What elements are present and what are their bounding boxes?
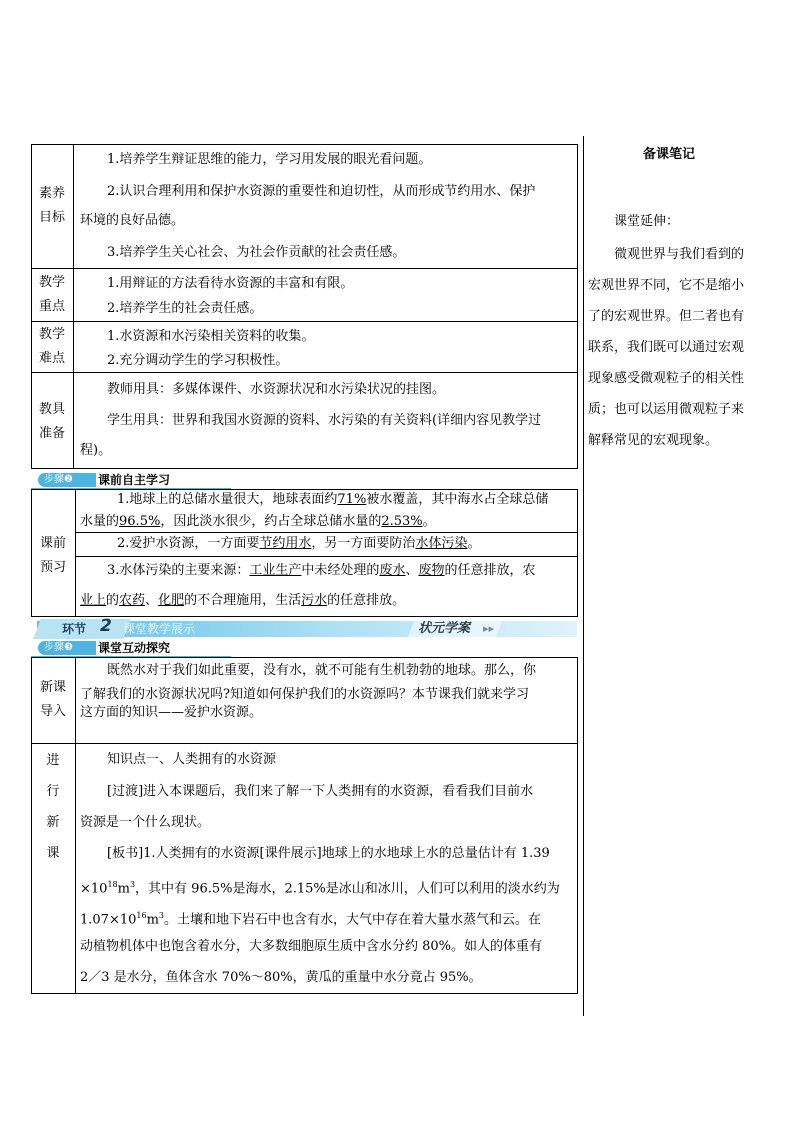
intro-line-3: 这方面的知识——爱护水资源。 xyxy=(80,705,263,720)
sidebar-extension-label: 课堂延伸： xyxy=(614,214,680,229)
lesson-p2-line-5: 2／3 是水分，鱼体含水 70%～80%，黄瓜的重量中水分竟占 95%。 xyxy=(80,970,482,985)
intro-label: 新课 导入 xyxy=(39,680,66,719)
intro-line-2: 了解我们的水资源状况吗?知道如何保护我们的水资源吗？本节课我们就来学习 xyxy=(80,687,529,702)
sidebar-note-line-7: 解释常见的宏观现象。 xyxy=(588,433,719,448)
sidebar-note-line-3: 了的宏观世界。但二者也有 xyxy=(588,309,745,324)
difficulties-label: 教学 难点 xyxy=(38,327,65,366)
step-2-badge: 步骤❷ xyxy=(38,473,96,487)
lesson-p2-line-2: $\times 10^{18}m^3$，其中有 96.5%是海水，2.15%是冰山和冰川，人们可以利用的淡水约为 xyxy=(80,880,560,897)
tools-teacher: 教师用具：多媒体课件、水资源状况和水污染状况的挂图。 xyxy=(107,382,446,397)
key-points-item-1: 1.用辩证的方法看待水资源的丰富和有限。 xyxy=(107,276,354,291)
sidebar-note-line-6: 质；也可以运用微观粒子来 xyxy=(588,402,745,417)
goals-item-2-cont: 环境的良好品德。 xyxy=(80,213,185,228)
answer-blank: 废水 xyxy=(379,563,406,578)
difficulties-item-1: 1.水资源和水污染相关资料的收集。 xyxy=(107,329,315,344)
preview-col-divider xyxy=(75,489,76,617)
goals-item-1: 1.培养学生辩证思维的能力，学习用发展的眼光看问题。 xyxy=(107,152,432,167)
goals-item-2: 2.认识合理利用和保护水资源的重要性和迫切性，从而形成节约用水、保护 xyxy=(107,184,536,199)
sidebar-note-line-5: 现象感受微观粒子的相关性 xyxy=(588,371,745,386)
goals-item-3: 3.培养学生关心社会、为社会作贡献的社会责任感。 xyxy=(107,245,406,260)
preview-q1-cont: 水量的96.5%，因此淡水很少，约占全球总储水量的2.53%。 xyxy=(80,514,436,529)
tools-student-cont: 程)。 xyxy=(80,443,112,458)
key-points-item-2: 2.培养学生的社会责任感。 xyxy=(107,301,263,316)
answer-blank: 农药 xyxy=(119,593,146,608)
banner-step-number: 2 xyxy=(100,616,112,636)
answer-blank: 废物 xyxy=(418,563,445,578)
sidebar-note-line-1: 微观世界与我们看到的 xyxy=(614,247,745,262)
answer-blank: 化肥 xyxy=(158,593,185,608)
sidebar-note-line-4: 联系，我们既可以通过宏观 xyxy=(588,340,745,355)
preview-q3: 3.水体污染的主要来源：工业生产中未经处理的废水、废物的任意排放，农 xyxy=(107,563,536,578)
sidebar-title: 备课笔记 xyxy=(643,147,696,162)
answer-blank: 水体污染 xyxy=(415,536,468,551)
preview-label: 课前 预习 xyxy=(39,536,66,575)
preview-q2: 2.爱护水资源，一方面要节约用水，另一方面要防治水体污染。 xyxy=(117,536,481,551)
tools-student: 学生用具：世界和我国水资源的资料、水污染的有关资料(详细内容见教学过 xyxy=(107,413,542,428)
banner-arrows-icon: ▸▸ xyxy=(483,622,495,635)
answer-blank: 96.5% xyxy=(119,514,161,529)
key-points-label: 教学 重点 xyxy=(38,275,65,314)
goals-label: 素养 目标 xyxy=(38,186,65,225)
lesson-p2-line-3: $1.07\times 10^{16}m^3$。土壤和地下岩石中也含有水，大气中存在着大量水蒸气和云。在 xyxy=(80,911,542,928)
step-2-title: 课前自主学习 xyxy=(98,473,171,487)
sidebar-note-line-2: 宏观世界不同，它不是缩小 xyxy=(588,278,745,293)
lesson-p1-line-1: [过渡]进入本课题后，我们来了解一下人类拥有的水资源，看看我们目前水 xyxy=(107,784,534,799)
lesson-p2-line-4: 动植物机体中也饱含着水分，大多数细胞原生质中含水分约 80%。如人的体重有 xyxy=(80,939,543,954)
answer-blank: 2.53% xyxy=(381,514,423,529)
objectives-col-divider xyxy=(73,144,74,469)
answer-blank: 工业生产 xyxy=(249,563,302,578)
answer-blank: 71% xyxy=(337,492,367,507)
lesson-p1-line-2: 资源是一个什么现状。 xyxy=(80,815,211,830)
answer-blank: 业上 xyxy=(80,593,107,608)
difficulties-item-2: 2.充分调动学生的学习积极性。 xyxy=(107,353,289,368)
lesson-p2-line-1: [板书]1.人类拥有的水资源[课件展示]地球上的水地球上水的总量估计有 1.39 xyxy=(107,846,550,861)
banner-title: 课堂教学展示 xyxy=(123,622,196,636)
banner-brand: 状元学案 xyxy=(418,621,471,636)
answer-blank: 污水 xyxy=(301,593,328,608)
intro-line-1: 既然水对于我们如此重要，没有水，就不可能有生机勃勃的地球。那么，你 xyxy=(107,663,537,678)
lesson-heading: 知识点一、人类拥有的水资源 xyxy=(107,752,277,767)
tools-label: 教具 准备 xyxy=(38,402,65,441)
lesson-label: 进 行 新 课 xyxy=(46,753,60,861)
sidebar-divider xyxy=(583,136,584,1016)
step-3-title: 课堂互动探究 xyxy=(98,641,171,655)
lesson-col-divider xyxy=(75,657,76,994)
banner-step-label: 环节 xyxy=(62,622,87,636)
step-3-badge: 步骤❸ xyxy=(38,641,96,655)
preview-q3-cont: 业上的农药、化肥的不合理施用，生活污水的任意排放。 xyxy=(80,593,406,608)
answer-blank: 节约用水 xyxy=(259,536,312,551)
preview-q1: 1.地球上的总储水量很大，地球表面约71%被水覆盖，其中海水占全球总储 xyxy=(117,492,549,507)
